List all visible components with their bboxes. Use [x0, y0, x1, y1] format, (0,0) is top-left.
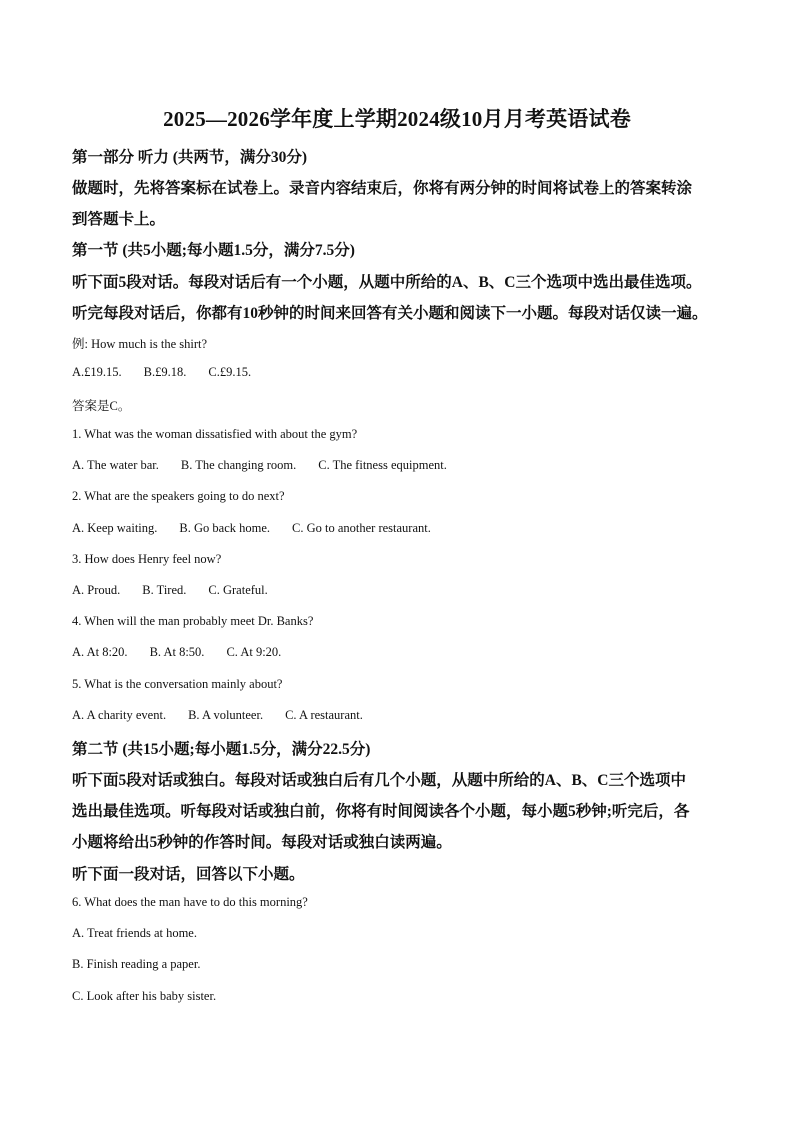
- question-3-option-c: C. Grateful.: [208, 583, 268, 597]
- section2-desc-line-1: 听下面5段对话或独白。每段对话或独白后有几个小题，从题中所给的A、B、C三个选项中: [72, 772, 686, 789]
- example-option-c: C.£9.15.: [208, 365, 252, 379]
- instructions-line-1: 做题时，先将答案标在试卷上。录音内容结束后，你将有两分钟的时间将试卷上的答案转涂: [72, 180, 693, 197]
- question-4: 4. When will the man probably meet Dr. Banks?: [72, 614, 314, 628]
- question-6-option-b: B. Finish reading a paper.: [72, 957, 201, 971]
- question-3: 3. How does Henry feel now?: [72, 552, 222, 566]
- section2-desc-line-3: 小题将给出5秒钟的作答时间。每段对话或独白读两遍。: [72, 834, 452, 851]
- question-1-options: [72, 458, 447, 473]
- question-1: 1. What was the woman dissatisfied with about the gym?: [72, 427, 358, 441]
- instructions-line-2: 到答题卡上。: [72, 211, 166, 228]
- question-6-option-a: A. Treat friends at home.: [72, 926, 197, 940]
- question-1-option-c: C. The fitness equipment.: [318, 458, 447, 472]
- part1-heading: 第一部分 听力 (共两节，满分30分): [72, 149, 308, 166]
- example-question: 例: How much is the shirt?: [72, 337, 208, 351]
- example-option-a: A.£19.15.: [72, 365, 122, 379]
- example-options: [72, 365, 251, 380]
- question-5-option-a: A. A charity event.: [72, 708, 167, 722]
- question-2-options: [72, 521, 431, 536]
- section2-desc-line-2: 选出最佳选项。听每段对话或独白前，你将有时间阅读各个小题，每小题5秒钟;听完后，各: [72, 803, 690, 820]
- question-2: 2. What are the speakers going to do next?: [72, 489, 285, 503]
- question-3-option-b: B. Tired.: [142, 583, 187, 597]
- question-2-option-b: B. Go back home.: [179, 521, 271, 535]
- example-option-b: B.£9.18.: [143, 365, 187, 379]
- question-6: 6. What does the man have to do this morning?: [72, 895, 308, 909]
- example-answer: 答案是C。: [72, 399, 131, 413]
- question-5: 5. What is the conversation mainly about?: [72, 677, 283, 691]
- exam-title: 2025—2026学年度上学期2024级10月月考英语试卷: [163, 107, 631, 131]
- question-4-options: [72, 645, 281, 660]
- question-4-option-b: B. At 8:50.: [149, 645, 205, 659]
- question-4-option-a: A. At 8:20.: [72, 645, 128, 659]
- question-1-option-b: B. The changing room.: [180, 458, 297, 472]
- question-6-option-c: C. Look after his baby sister.: [72, 989, 217, 1003]
- question-5-option-b: B. A volunteer.: [188, 708, 264, 722]
- question-5-options: [72, 708, 363, 723]
- section1-heading: 第一节 (共5小题;每小题1.5分，满分7.5分): [72, 242, 355, 259]
- section2-prompt: 听下面一段对话，回答以下小题。: [72, 866, 305, 883]
- section1-desc-line-1: 听下面5段对话。每段对话后有一个小题，从题中所给的A、B、C三个选项中选出最佳选项。: [72, 274, 702, 291]
- question-2-option-c: C. Go to another restaurant.: [292, 521, 431, 535]
- question-3-option-a: A. Proud.: [72, 583, 121, 597]
- question-1-option-a: A. The water bar.: [72, 458, 159, 472]
- section1-desc-line-2: 听完每段对话后，你都有10秒钟的时间来回答有关小题和阅读下一小题。每段对话仅读一遍。: [72, 305, 708, 322]
- question-4-option-c: C. At 9:20.: [226, 645, 282, 659]
- question-2-option-a: A. Keep waiting.: [72, 521, 158, 535]
- question-5-option-c: C. A restaurant.: [285, 708, 363, 722]
- question-3-options: [72, 583, 268, 598]
- section2-heading: 第二节 (共15小题;每小题1.5分，满分22.5分): [72, 741, 371, 758]
